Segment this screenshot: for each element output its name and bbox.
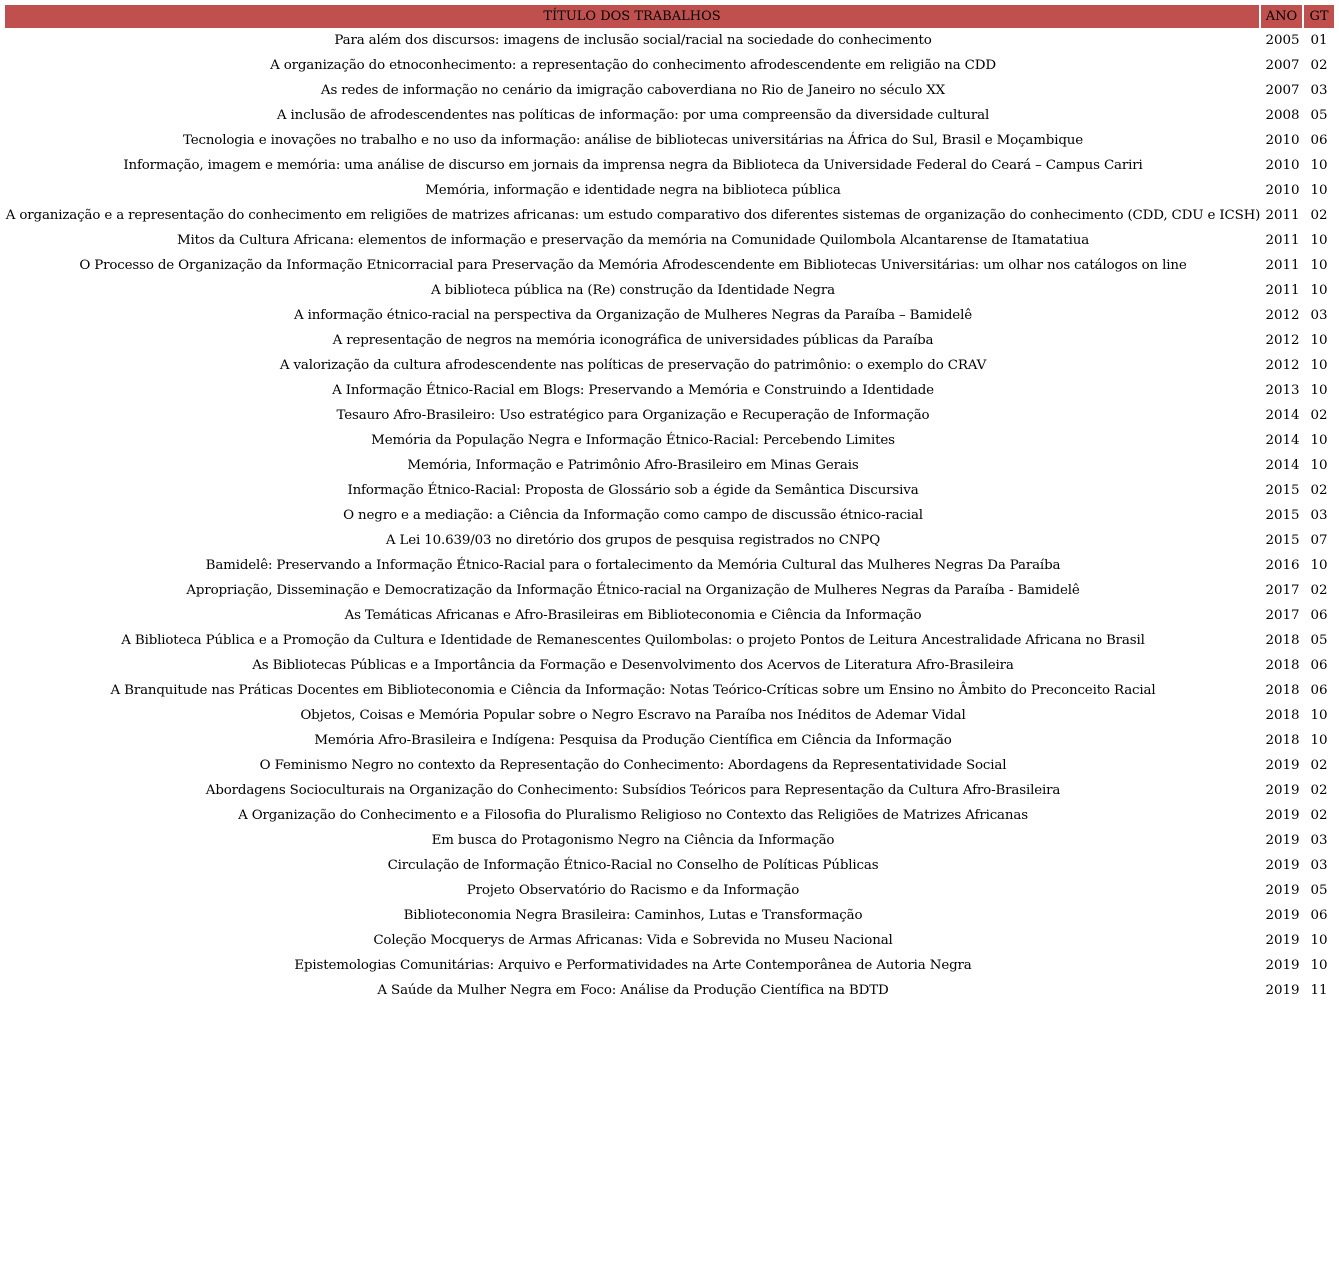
table-row	[5, 503, 1334, 528]
row-gt: 03	[1310, 508, 1328, 523]
row-year: 2019	[1265, 858, 1300, 873]
table-row	[5, 228, 1334, 253]
row-title: A informação étnico-racial na perspectiva da Organização de Mulheres Negras da Paraíba – Bamidelê	[293, 308, 972, 323]
row-year: 2014	[1265, 408, 1300, 423]
row-gt: 05	[1310, 108, 1328, 123]
row-year: 2019	[1265, 883, 1300, 898]
row-title: A Lei 10.639/03 no diretório dos grupos de pesquisa registrados no CNPQ	[385, 533, 881, 548]
row-gt: 11	[1310, 983, 1328, 998]
row-gt: 02	[1310, 58, 1328, 73]
row-gt: 07	[1310, 533, 1328, 548]
row-title: Memória, Informação e Patrimônio Afro-Brasileiro em Minas Gerais	[407, 458, 859, 473]
row-gt: 10	[1310, 558, 1328, 573]
table-row	[5, 528, 1334, 553]
row-title: Para além dos discursos: imagens de inclusão social/racial na sociedade do conhecimento	[334, 33, 932, 48]
table-row	[5, 203, 1334, 228]
row-title: Coleção Mocquerys de Armas Africanas: Vida e Sobrevida no Museu Nacional	[373, 933, 893, 948]
row-year: 2019	[1265, 808, 1300, 823]
row-gt: 05	[1310, 883, 1328, 898]
row-year: 2005	[1265, 33, 1300, 48]
row-year: 2017	[1265, 583, 1300, 598]
header-gt: GT	[1304, 5, 1334, 28]
row-gt: 10	[1310, 708, 1328, 723]
row-gt: 10	[1310, 358, 1328, 373]
table-body	[5, 28, 1334, 1003]
row-title: Abordagens Socioculturais na Organização do Conhecimento: Subsídios Teóricos para Representação da Cultura Afro-Brasileira	[205, 783, 1061, 798]
row-title: A Informação Étnico-Racial em Blogs: Preservando a Memória e Construindo a Identidade	[332, 383, 934, 398]
row-gt: 10	[1310, 158, 1328, 173]
row-gt: 10	[1310, 958, 1328, 973]
row-gt: 10	[1310, 733, 1328, 748]
row-title: O negro e a mediação: a Ciência da Informação como campo de discussão étnico-racial	[343, 508, 923, 523]
row-title: Em busca do Protagonismo Negro na Ciência da Informação	[431, 833, 835, 848]
row-year: 2019	[1265, 958, 1300, 973]
row-title: A Branquitude nas Práticas Docentes em Biblioteconomia e Ciência da Informação: Notas Teórico-Críticas sobre um Ensino no Âmbito do Preconceito Racial	[110, 683, 1156, 698]
table-row	[5, 803, 1334, 828]
row-gt: 10	[1310, 433, 1328, 448]
row-gt: 06	[1310, 908, 1328, 923]
row-title: A Biblioteca Pública e a Promoção da Cultura e Identidade de Remanescentes Quilombolas: o projeto Pontos de Leitura Ancestralidade Africana no Brasil	[121, 633, 1145, 648]
row-title: Circulação de Informação Étnico-Racial no Conselho de Políticas Públicas	[387, 858, 879, 873]
row-title: Tesauro Afro-Brasileiro: Uso estratégico para Organização e Recuperação de Informação	[336, 408, 930, 423]
row-gt: 06	[1310, 608, 1328, 623]
table-row	[5, 153, 1334, 178]
row-year: 2011	[1265, 258, 1300, 273]
row-title: Mitos da Cultura Africana: elementos de informação e preservação da memória na Comunidade Quilombola Alcantarense de Itamatatiua	[176, 233, 1090, 248]
row-gt: 02	[1310, 783, 1328, 798]
table-row	[5, 978, 1334, 1003]
row-gt: 10	[1310, 383, 1328, 398]
row-year: 2010	[1265, 133, 1300, 148]
header-ano: ANO	[1261, 5, 1304, 28]
row-year: 2018	[1265, 633, 1300, 648]
works-table-container	[5, 5, 1334, 1003]
row-gt: 02	[1310, 483, 1328, 498]
row-gt: 02	[1310, 808, 1328, 823]
row-year: 2010	[1265, 183, 1300, 198]
table-row	[5, 178, 1334, 203]
table-row	[5, 903, 1334, 928]
row-year: 2012	[1265, 308, 1300, 323]
row-title: Informação Étnico-Racial: Proposta de Glossário sob a égide da Semântica Discursiva	[347, 483, 919, 498]
row-year: 2018	[1265, 708, 1300, 723]
table-row	[5, 53, 1334, 78]
row-year: 2011	[1265, 233, 1300, 248]
table-row	[5, 828, 1334, 853]
row-title: A Organização do Conhecimento e a Filosofia do Pluralismo Religioso no Contexto das Religiões de Matrizes Africanas	[238, 808, 1028, 823]
row-gt: 06	[1310, 133, 1328, 148]
table-row	[5, 128, 1334, 153]
header-row	[5, 5, 1334, 28]
row-title: A organização e a representação do conhecimento em religiões de matrizes africanas: um estudo comparativo dos diferentes sistemas de organização do conhecimento (CDD, CDU e ICSH)	[5, 208, 1261, 223]
table-row	[5, 853, 1334, 878]
row-year: 2017	[1265, 608, 1300, 623]
row-gt: 03	[1310, 308, 1328, 323]
row-title: As redes de informação no cenário da imigração caboverdiana no Rio de Janeiro no século XX	[320, 83, 946, 98]
works-table	[5, 5, 1334, 1003]
row-title: Memória da População Negra e Informação Étnico-Racial: Percebendo Limites	[371, 433, 895, 448]
table-row	[5, 278, 1334, 303]
row-gt: 10	[1310, 183, 1328, 198]
table-row	[5, 878, 1334, 903]
row-year: 2015	[1265, 483, 1300, 498]
table-header	[5, 5, 1334, 28]
table-row	[5, 553, 1334, 578]
table-row	[5, 753, 1334, 778]
row-gt: 05	[1310, 633, 1328, 648]
table-row	[5, 603, 1334, 628]
row-gt: 02	[1310, 758, 1328, 773]
row-title: A valorização da cultura afrodescendente nas políticas de preservação do patrimônio: o exemplo do CRAV	[279, 358, 987, 373]
row-gt: 10	[1310, 283, 1328, 298]
header-title: TÍTULO DOS TRABALHOS	[5, 5, 1261, 28]
table-row	[5, 78, 1334, 103]
row-title: Epistemologias Comunitárias: Arquivo e Performatividades na Arte Contemporânea de Autoria Negra	[294, 958, 972, 973]
row-gt: 02	[1310, 408, 1328, 423]
table-row	[5, 103, 1334, 128]
table-row	[5, 703, 1334, 728]
row-title: Bamidelê: Preservando a Informação Étnico-Racial para o fortalecimento da Memória Cultural das Mulheres Negras Da Paraíba	[205, 558, 1061, 573]
row-title: A representação de negros na memória iconográfica de universidades públicas da Paraíba	[332, 333, 934, 348]
row-title: Informação, imagem e memória: uma análise de discurso em jornais da imprensa negra da Biblioteca da Universidade Federal do Ceará – Campus Cariri	[123, 158, 1143, 173]
row-year: 2018	[1265, 658, 1300, 673]
table-row	[5, 628, 1334, 653]
row-year: 2013	[1265, 383, 1300, 398]
row-year: 2019	[1265, 933, 1300, 948]
row-gt: 06	[1310, 683, 1328, 698]
row-title: A Saúde da Mulher Negra em Foco: Análise da Produção Científica na BDTD	[377, 983, 889, 998]
row-gt: 10	[1310, 258, 1328, 273]
row-year: 2018	[1265, 733, 1300, 748]
row-year: 2010	[1265, 158, 1300, 173]
row-gt: 03	[1310, 833, 1328, 848]
row-gt: 02	[1310, 208, 1328, 223]
row-gt: 06	[1310, 658, 1328, 673]
row-gt: 10	[1310, 233, 1328, 248]
table-row	[5, 953, 1334, 978]
row-title: As Temáticas Africanas e Afro-Brasileiras em Biblioteconomia e Ciência da Informação	[344, 608, 922, 623]
row-title: Biblioteconomia Negra Brasileira: Caminhos, Lutas e Transformação	[403, 908, 863, 923]
row-year: 2014	[1265, 458, 1300, 473]
row-gt: 10	[1310, 458, 1328, 473]
row-title: Objetos, Coisas e Memória Popular sobre o Negro Escravo na Paraíba nos Inéditos de Ademar Vidal	[300, 708, 966, 723]
row-title: Tecnologia e inovações no trabalho e no uso da informação: análise de bibliotecas universitárias na África do Sul, Brasil e Moçambique	[182, 133, 1084, 148]
table-row	[5, 578, 1334, 603]
row-year: 2019	[1265, 983, 1300, 998]
table-row	[5, 678, 1334, 703]
table-row	[5, 453, 1334, 478]
table-row	[5, 778, 1334, 803]
row-year: 2008	[1265, 108, 1300, 123]
row-year: 2007	[1265, 58, 1300, 73]
row-title: A organização do etnoconhecimento: a representação do conhecimento afrodescendente em religião na CDD	[270, 58, 996, 73]
row-gt: 10	[1310, 933, 1328, 948]
row-year: 2019	[1265, 833, 1300, 848]
table-row	[5, 353, 1334, 378]
table-row	[5, 378, 1334, 403]
row-gt: 10	[1310, 333, 1328, 348]
row-title: O Feminismo Negro no contexto da Representação do Conhecimento: Abordagens da Representatividade Social	[259, 758, 1007, 773]
row-gt: 03	[1310, 858, 1328, 873]
row-year: 2019	[1265, 783, 1300, 798]
row-title: A biblioteca pública na (Re) construção da Identidade Negra	[431, 283, 835, 298]
table-row	[5, 928, 1334, 953]
row-gt: 02	[1310, 583, 1328, 598]
row-year: 2011	[1265, 208, 1300, 223]
row-title: A inclusão de afrodescendentes nas políticas de informação: por uma compreensão da diversidade cultural	[276, 108, 990, 123]
row-gt: 01	[1310, 33, 1328, 48]
row-title: Projeto Observatório do Racismo e da Informação	[466, 883, 800, 898]
row-year: 2012	[1265, 333, 1300, 348]
row-title: Apropriação, Disseminação e Democratização da Informação Étnico-racial na Organização de Mulheres Negras da Paraíba - Bamidelê	[186, 583, 1080, 598]
table-row	[5, 428, 1334, 453]
row-year: 2019	[1265, 758, 1300, 773]
table-row	[5, 728, 1334, 753]
row-year: 2015	[1265, 533, 1300, 548]
row-year: 2014	[1265, 433, 1300, 448]
row-year: 2016	[1265, 558, 1300, 573]
table-row	[5, 303, 1334, 328]
row-year: 2012	[1265, 358, 1300, 373]
row-title: Memória, informação e identidade negra na biblioteca pública	[425, 183, 841, 198]
table-row	[5, 653, 1334, 678]
row-year: 2007	[1265, 83, 1300, 98]
table-row	[5, 403, 1334, 428]
row-title: As Bibliotecas Públicas e a Importância da Formação e Desenvolvimento dos Acervos de Literatura Afro-Brasileira	[252, 658, 1014, 673]
table-row	[5, 478, 1334, 503]
table-row	[5, 328, 1334, 353]
row-year: 2011	[1265, 283, 1300, 298]
row-title: Memória Afro-Brasileira e Indígena: Pesquisa da Produção Científica em Ciência da Informação	[314, 733, 952, 748]
row-title: O Processo de Organização da Informação Etnicorracial para Preservação da Memória Afrodescendente em Bibliotecas Universitárias: um olhar nos catálogos on line	[79, 258, 1187, 273]
table-row	[5, 253, 1334, 278]
row-year: 2018	[1265, 683, 1300, 698]
row-gt: 03	[1310, 83, 1328, 98]
row-year: 2019	[1265, 908, 1300, 923]
table-row	[5, 28, 1334, 53]
row-year: 2015	[1265, 508, 1300, 523]
